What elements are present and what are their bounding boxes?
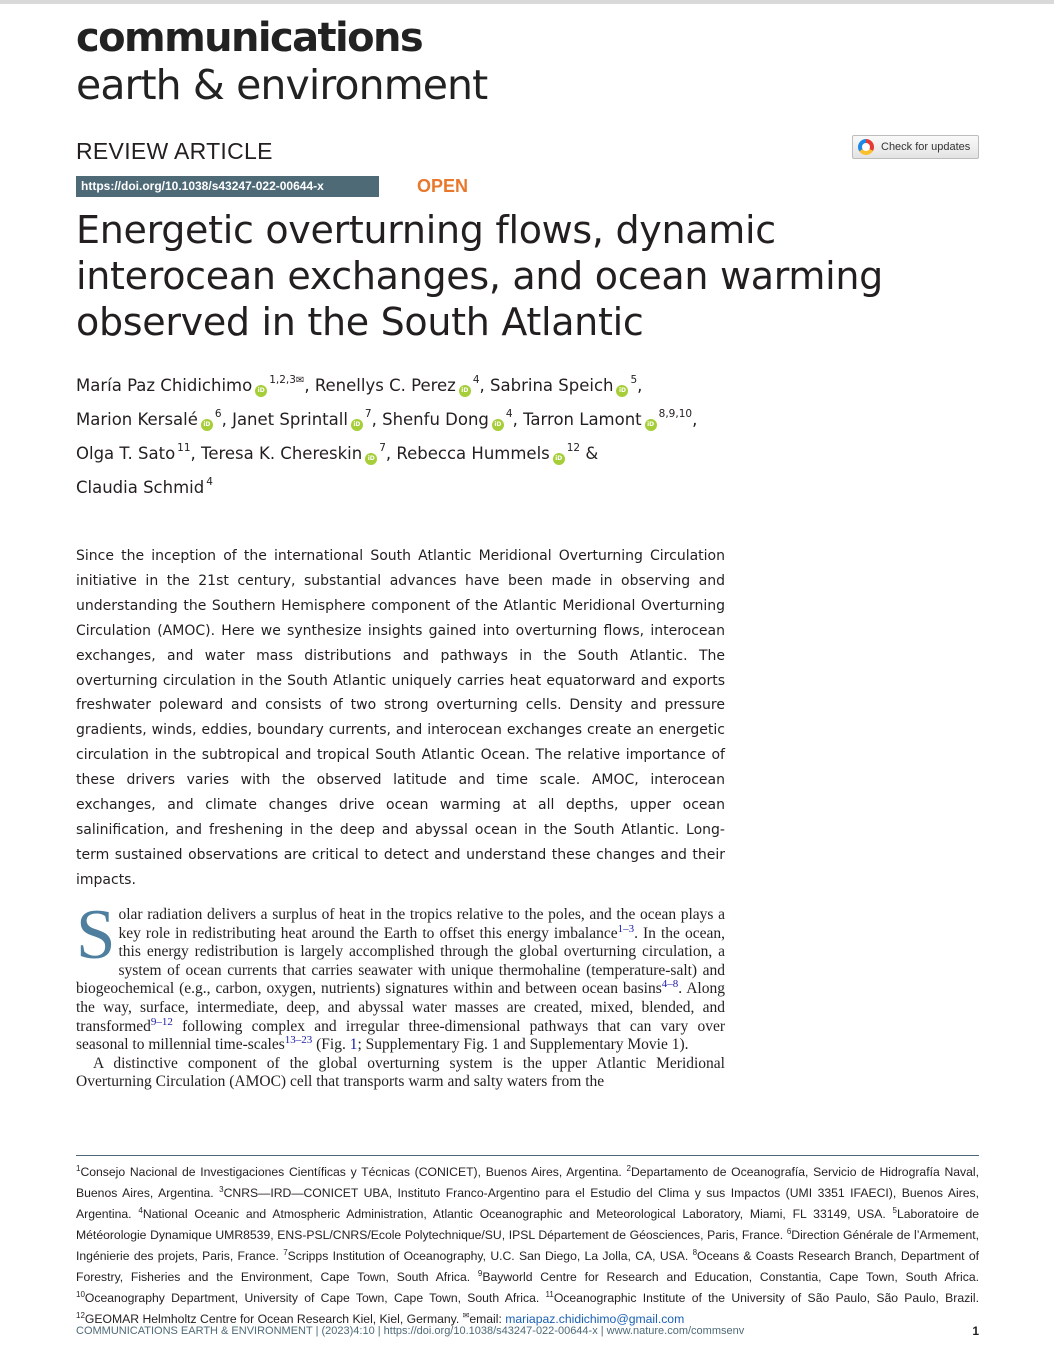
footnote-number: 8 <box>692 1248 698 1257</box>
author <box>76 478 213 497</box>
footnote-text: Oceanographic Institute of the University of São Paulo, São Paulo, Brazil. <box>553 1291 979 1305</box>
orcid-icon[interactable]: iD <box>492 419 504 431</box>
author-separator: & <box>580 444 599 463</box>
footnote-number: 5 <box>892 1206 897 1215</box>
affiliation-marker: 7 <box>364 408 372 420</box>
author <box>523 410 692 429</box>
author <box>76 376 304 395</box>
author-name[interactable]: Teresa K. Chereskin <box>201 444 363 463</box>
affiliation-marker: 1,2,3 <box>269 374 296 386</box>
email-link[interactable]: mariapaz.chidichimo@gmail.com <box>505 1312 685 1326</box>
footnote-text: Oceans & Coasts Research Branch, Department of Forestry, Fisheries and the Environment, Cape Town, South Africa. <box>76 1249 979 1284</box>
citation-link[interactable]: 9–12 <box>150 1015 173 1028</box>
orcid-icon[interactable]: iD <box>255 385 267 397</box>
orcid-icon[interactable]: iD <box>553 453 565 465</box>
author-name[interactable]: Claudia Schmid <box>76 478 205 497</box>
footnote-number: 4 <box>138 1206 143 1215</box>
author-name[interactable]: Olga T. Sato <box>76 444 176 463</box>
body-text-span: (Fig. <box>312 1036 350 1054</box>
footnote-text: Consejo Nacional de Investigaciones Científicas y Técnicas (CONICET), Buenos Aires, Argentina. <box>80 1165 627 1179</box>
author-name[interactable]: Janet Sprintall <box>232 410 348 429</box>
body-paragraph-2: A distinctive component of the global overturning system is the upper Atlantic Meridional Overturning Circulation (AMOC) cell that transports warm and salty waters from the <box>76 1054 725 1091</box>
author <box>382 410 512 429</box>
affiliation-marker: 4 <box>472 374 480 386</box>
article-title: Energetic overturning flows, dynamic interocean exchanges, and ocean warming observed in the South Atlantic <box>76 208 883 344</box>
orcid-icon[interactable]: iD <box>645 419 657 431</box>
affiliation-marker: 4 <box>505 408 513 420</box>
author-separator: , <box>304 376 315 395</box>
author-separator: , <box>637 376 643 395</box>
article-type: REVIEW ARTICLE <box>76 138 273 164</box>
footnote-text: Laboratoire de Météorologie Dynamique UMR8539, ENS-PSL/CNRS/Ecole Polytechnique/SU, IPSL Département de Géosciences, Paris, France. <box>76 1207 980 1242</box>
author-separator: , <box>512 410 524 429</box>
footnote-number: 3 <box>219 1185 224 1194</box>
orcid-icon[interactable]: iD <box>616 385 628 397</box>
author <box>315 376 480 395</box>
author <box>396 444 580 463</box>
affiliation-marker: 4 <box>206 476 213 488</box>
footnote-text: Scripps Institution of Oceanography, U.C. San Diego, La Jolla, CA, USA. <box>287 1249 693 1263</box>
author <box>76 444 191 463</box>
body-text-span: . In the ocean, this energy redistribution is largely accomplished through the global overturning circulation, a system of ocean currents that carries seawater with unique thermohaline (temperature-salt) and biogeochemical (e.g., carbon, oxygen, nutrients) signatures within and between ocean basins <box>76 924 725 998</box>
crossmark-icon <box>858 139 874 155</box>
footnote-rule <box>76 1155 979 1156</box>
author <box>201 444 386 463</box>
check-for-updates-label: Check for updates <box>881 141 971 153</box>
body-text-span: following complex and irregular three-dimensional pathways that can vary over seasonal to millennial time-scales <box>76 1017 725 1054</box>
abstract: Since the inception of the international South Atlantic Meridional Overturning Circulation initiative in the 21st century, substantial advances have been made in observing and understanding the Southern Hemisphere component of the Atlantic Meridional Overturning Circulation (AMOC). Here we synthesize insights gained into overturning flows, interocean exchanges, and water mass distributions and pathways in the South Atlantic. The overturning circulation in the South Atlantic uniquely carries heat equatorward and exports freshwater poleward and consists of two strong overturning cells. Density and pressure gradients, winds, eddies, boundary currents, and interocean exchanges create an energetic circulation in the subtropical and tropical South Atlantic Ocean. The relative importance of these drivers varies with the observed latitude and time scale. AMOC, interocean exchanges, and climate changes drive ocean warming at all depths, upper ocean salinification, and freshening in the deep and abyssal ocean in the South Atlantic. Long-term sustained observations are critical to detect and understand these changes and their impacts. <box>76 548 725 888</box>
author-separator: , <box>692 410 698 429</box>
affiliation-marker: 5 <box>630 374 638 386</box>
page-number: 1 <box>972 1324 979 1338</box>
body-text-span: ; Supplementary Fig. 1 and Supplementary Movie 1). <box>357 1036 689 1054</box>
footnote-number: 11 <box>545 1290 554 1299</box>
author-separator: , <box>190 444 202 463</box>
author-name[interactable]: Marion Kersalé <box>76 410 198 429</box>
envelope-icon: ✉ <box>462 1311 470 1320</box>
body-text-span: olar radiation delivers a surplus of heat in the tropics relative to the poles, and the ocean plays a key role in redistributing heat around the Earth to offset this energy imbalance <box>118 906 725 942</box>
author-separator: , <box>221 410 233 429</box>
footnote-text: Bayworld Centre for Research and Education, Constantia, Cape Town, South Africa. <box>482 1270 979 1284</box>
author-name[interactable]: María Paz Chidichimo <box>76 376 253 395</box>
body-text <box>76 896 725 1092</box>
orcid-icon[interactable]: iD <box>351 419 363 431</box>
affiliation-marker: 6 <box>214 408 222 420</box>
footnote-text: Oceanography Department, University of Cape Town, Cape Town, South Africa. <box>84 1291 546 1305</box>
check-for-updates-button[interactable] <box>852 135 979 159</box>
footnote-number: 7 <box>283 1248 288 1257</box>
body-paragraph-1 <box>76 896 725 1055</box>
citation-link[interactable]: 13–23 <box>284 1034 313 1047</box>
footnote-text: Departamento de Oceanografía, Servicio de Hidrografía Naval, Buenos Aires, Argentina. <box>76 1165 979 1200</box>
author-separator: , <box>479 376 491 395</box>
affiliations-footnotes <box>76 1160 979 1328</box>
author-separator: , <box>371 410 383 429</box>
orcid-icon[interactable]: iD <box>459 385 471 397</box>
footnote-number: 10 <box>76 1290 85 1299</box>
footnote-text: CNRS—IRD—CONICET UBA, Instituto Franco-Argentino para el Estudio del Clima y sus Impactos (UMI 3351 IFAECI), Buenos Aires, Argentina. <box>76 1186 979 1221</box>
open-access-label: OPEN <box>417 176 469 196</box>
author <box>232 410 372 429</box>
author-name[interactable]: Renellys C. Perez <box>314 376 456 395</box>
footnote-text: GEOMAR Helmholtz Centre for Ocean Research Kiel, Kiel, Germany. <box>84 1312 463 1326</box>
author-list <box>76 366 736 502</box>
author <box>76 410 222 429</box>
orcid-icon[interactable]: iD <box>365 453 377 465</box>
doi-link[interactable]: https://doi.org/10.1038/s43247-022-00644-x <box>76 176 379 197</box>
author <box>490 376 637 395</box>
envelope-icon[interactable]: ✉ <box>295 375 305 386</box>
footnote-number: 9 <box>477 1269 483 1278</box>
footnote-text: Direction Générale de l’Armement, Ingénierie des projets, Paris, France. <box>76 1228 979 1263</box>
email-label: email: <box>469 1312 506 1326</box>
author-name[interactable]: Rebecca Hummels <box>396 444 550 463</box>
affiliation-marker: 7 <box>379 442 386 454</box>
body-text-span: . Along the way, surface, intermediate, deep, and abyssal water masses are created, mixed, blended, and transformed <box>76 980 725 1035</box>
footnote-number: 1 <box>76 1164 81 1173</box>
page-footer <box>76 1323 979 1339</box>
figure-link[interactable]: 1 <box>349 1036 358 1054</box>
author-name[interactable]: Tarron Lamont <box>523 410 642 429</box>
footnote-number: 12 <box>76 1311 85 1320</box>
author-name[interactable]: Sabrina Speich <box>490 376 614 395</box>
footnote-text: National Oceanic and Atmospheric Administration, Atlantic Oceanographic and Meteorological Laboratory, Miami, FL 33149, USA. <box>142 1207 893 1221</box>
affiliation-marker: 11 <box>177 442 191 454</box>
top-rule <box>0 0 1054 4</box>
journal-name-line1: communications <box>76 15 423 61</box>
footer-citation: COMMUNICATIONS EARTH & ENVIRONMENT | (2023)4:10 | https://doi.org/10.1038/s43247-022-00644-x | www.nature.com/commsenv <box>76 1325 745 1337</box>
journal-name-line2: earth & environment <box>76 61 488 109</box>
affiliation-marker: 12 <box>566 442 581 454</box>
citation-link[interactable]: 4–8 <box>661 978 679 991</box>
footnote-number: 6 <box>786 1227 792 1236</box>
author-separator: , <box>385 444 397 463</box>
citation-link[interactable]: 1–3 <box>617 922 635 935</box>
drop-cap: S <box>76 896 116 974</box>
footnote-number: 2 <box>626 1164 631 1173</box>
affiliation-marker: 8,9,10 <box>658 408 693 420</box>
orcid-icon[interactable]: iD <box>201 419 213 431</box>
author-name[interactable]: Shenfu Dong <box>382 410 489 429</box>
